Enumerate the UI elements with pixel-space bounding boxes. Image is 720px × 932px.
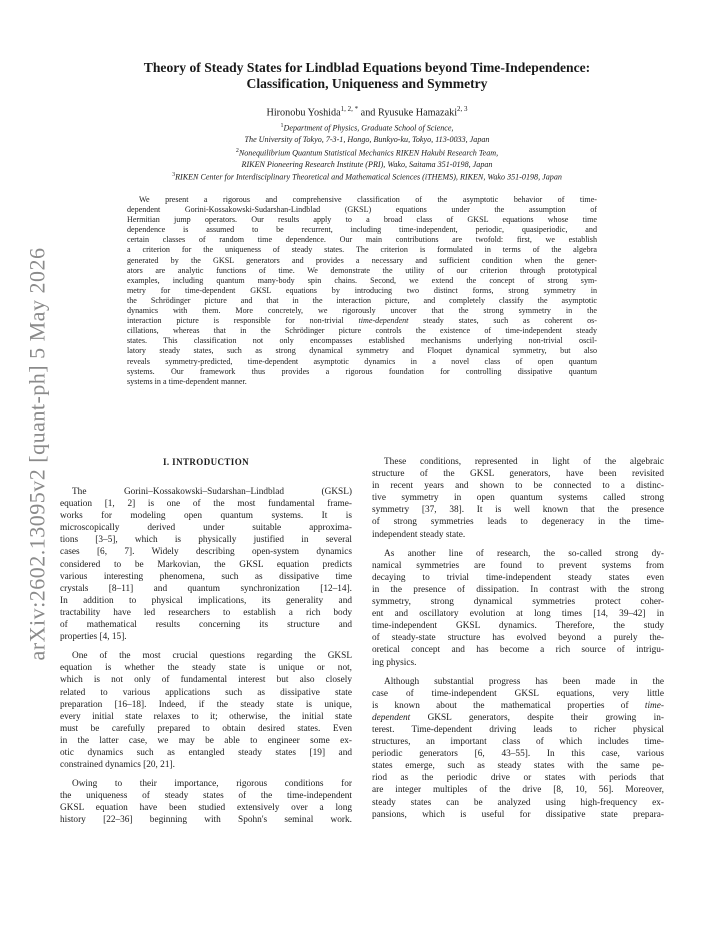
paragraph-gap: [60, 643, 352, 650]
body-text-line: As another line of research, the so-called strong dy-: [384, 548, 664, 559]
abstract-line: generated by the GKSL generators and provides a necessary and sufficient condition when the gener-: [127, 255, 597, 265]
abstract-line: dependent Gorini-Kossakowski-Sudarshan-Lindblad (GKSL) equations under the assumption of: [127, 205, 597, 215]
abstract-line: Hermitian jump operators. Our results apply to a broad class of GKSL equations whose time: [127, 215, 597, 225]
title-line-2: Classification, Uniqueness and Symmetry: [246, 76, 488, 91]
abstract-line: reveals symmetry-predicted, time-dependent asymptotic dynamics in a novel class of open quantum: [127, 356, 597, 366]
author-name: Ryusuke Hamazaki: [377, 107, 458, 119]
body-text-line: These conditions, represented in light of the algebraic: [384, 457, 664, 467]
body-text-line: are integer multiples of the drive [8, 10, 56]. Moreover,: [372, 785, 664, 796]
body-text-line: equation [1, 2] is one of the most fundamental frame-: [60, 499, 352, 510]
body-text-line: the uniqueness of steady states of the time-independent: [60, 791, 352, 802]
body-text-line: structures, an important class of which includes time-: [372, 737, 664, 748]
affiliation-line: [60, 170, 674, 183]
body-text-line: GKSL equation have been studied extensively over a long: [60, 803, 352, 814]
body-text-line: equation is whether the steady state is unique or not,: [60, 663, 352, 674]
author-affil-marker: 2, 3: [457, 105, 468, 113]
body-text-line: tractability have led researchers to establish a rich body: [60, 607, 352, 618]
body-text-line: namical symmetries are found to prevent systems from: [372, 560, 664, 571]
body-text-line: must be carefully prepared to obtain desired states. Even: [60, 723, 352, 734]
abstract-line: certain classes of random time dependence. Our main contributions are twofold: first, we establish: [127, 235, 597, 245]
body-text-line: decaying to trivial time-independent steady states even: [372, 572, 664, 583]
affiliation-line: [60, 134, 674, 145]
body-text-line: Although substantial progress has been made in the: [384, 676, 664, 687]
body-text-line: ing physics.: [372, 657, 417, 668]
abstract-line: dependence is assumed to be recurrent, including time-independent, periodic, quasiperiodic, and: [127, 225, 597, 235]
affiliation-line: [60, 121, 674, 134]
body-text-line: of strong symmetries leads to degeneracy in the time-: [372, 517, 664, 528]
section-heading: I. INTRODUCTION: [162, 457, 249, 467]
body-text-line: microscopically derived under suitable approxima-: [60, 523, 352, 534]
body-text-line: history [22–36] beginning with Spohn's seminal work.: [60, 815, 352, 826]
body-text-line: every initial state relaxes to it; otherwise, the initial state: [60, 711, 352, 722]
body-text-line: in the latter case, we may be able to engineer some ex-: [60, 735, 352, 746]
author-list: [80, 105, 654, 118]
affiliation-marker: 1: [280, 123, 284, 129]
body-text-line: preparation [16–18]. Indeed, if the steady state is unique,: [60, 699, 352, 710]
body-text-line: states emerge, such as steady states with the same pe-: [372, 761, 664, 772]
affiliation-text: RIKEN Center for Interdisciplinary Theoretical and Mathematical Sciences (iTHEMS), RIKEN, Wako 351-0198, Japan: [175, 172, 562, 182]
abstract-line: systems in a time-dependent manner.: [127, 376, 247, 386]
abstract-line: metry for time-dependent GKSL equations by introducing two distinct forms, strong symmetry in: [127, 285, 597, 295]
abstract-line: dynamics with them. More concretely, we rigorously uncover that the strong symmetry in the: [127, 306, 597, 316]
body-text-line: independent steady state.: [372, 529, 466, 540]
body-text-line: structure of the GKSL generators, have been revisited: [372, 469, 664, 480]
body-text-line: properties [4, 15].: [60, 632, 127, 643]
body-text-line: periodic generators [6, 43–55]. In this case, various: [372, 749, 664, 760]
paragraph-gap: [372, 541, 664, 548]
author-conjunction: and: [358, 107, 378, 119]
affiliation-text: Nonequilibrium Quantum Statistical Mechanics RIKEN Hakubi Research Team,: [238, 148, 499, 158]
abstract-line: We present a rigorous and comprehensive classification of the asymptotic behavior of time-: [139, 195, 597, 204]
body-text-line: riod as the periodic drive or states with periods that: [372, 773, 664, 784]
paragraph-gap: [372, 669, 664, 676]
body-text-line: otic dynamics such as entangled steady states [19] and: [60, 747, 352, 758]
body-text-line: in recent years and shown to be connected to a distinc-: [372, 481, 664, 492]
body-text-line: works for modeling open quantum systems. It is: [60, 511, 352, 522]
body-text-line: terest. Time-dependent driving leads to richer physical: [372, 724, 664, 735]
affiliation-marker: 2: [235, 147, 239, 154]
body-text-line: in the presence of dissipation. In contrast with the strong: [372, 584, 664, 595]
paragraph-gap: [60, 771, 352, 778]
body-text-line: In addition to physical implications, its generality and: [60, 595, 352, 606]
body-text-line: ent and oscillatory evolution at long times [14, 39–42] in: [372, 609, 664, 620]
body-text-line: case of time-independent GKSL equations, very little: [372, 688, 664, 699]
abstract-line: a criterion for the uniqueness of steady states. The criterion is formulated in terms of the algebra: [127, 245, 597, 255]
body-text-line: dependent GKSL generators, despite their growing in-: [372, 712, 664, 723]
affiliation-line: [60, 146, 674, 159]
right-column: [372, 456, 664, 821]
body-text-line: One of the most crucial questions regarding the GKSL: [72, 651, 352, 662]
abstract-line: states. This classification not only encompasses established mechanisms underlying non-trivial oscil-: [127, 336, 597, 346]
body-text-line: symmetry, strong dynamical symmetries protect coher-: [372, 597, 664, 608]
affiliation-line: [60, 159, 674, 170]
body-text-line: which is not only of fundamental interest but also closely: [60, 675, 352, 686]
body-text-line: cases [6, 7]. Widely describing open-system dynamics: [60, 547, 352, 558]
body-text-line: Owing to their importance, rigorous conditions for: [72, 779, 352, 790]
author-name: Hironobu Yoshida: [266, 107, 341, 119]
body-text-line: time-independent GKSL dynamics. Therefore, the study: [372, 621, 664, 632]
body-text-line: is known about the mathematical properties of time-: [372, 700, 664, 711]
author-affil-marker: 1, 2, *: [340, 105, 359, 113]
body-text-line: related to various applications such as dissipative state: [60, 687, 352, 698]
body-text-line: crystals [8–11] and quantum synchronization [12–14].: [60, 583, 352, 594]
body-text-line: pansions, which is useful for dissipative state prepara-: [372, 809, 664, 820]
body-text-line: various interesting phenomena, such as dissipative time: [60, 571, 352, 582]
body-text-line: The Gorini–Kossakowski–Sudarshan–Lindblad (GKSL): [72, 487, 352, 497]
arxiv-sidebar-stamp: [22, 247, 52, 661]
abstract-line: interaction picture is responsible for non-trivial time-dependent steady states, such as coherent os-: [127, 316, 597, 326]
abstract: [127, 195, 597, 387]
body-text-line: considered to be Markovian, the GKSL equation predicts: [60, 559, 352, 570]
affiliations: [60, 121, 674, 183]
abstract-line: examples, including quantum many-body spin chains. Second, we extend the concept of strong sym-: [127, 275, 597, 285]
title-line-1: Theory of Steady States for Lindblad Equations beyond Time-Independence:: [143, 60, 591, 75]
body-text-line: tive symmetry in open quantum systems called strong: [372, 493, 664, 504]
affiliation-text: Department of Physics, Graduate School of Science,: [283, 123, 454, 133]
left-column: [60, 456, 352, 827]
arxiv-identifier: arXiv:2602.13095v2 [quant-ph] 5 May 2026: [24, 247, 50, 661]
affiliation-marker: 3: [172, 172, 176, 178]
abstract-line: systems. Our framework thus provides a rigorous foundation for controlling dissipative quantum: [127, 366, 597, 376]
body-text-line: constrained dynamics [20, 21].: [60, 760, 175, 771]
abstract-line: cillations, whereas that in the Schrödinger picture controls the existence of time-independent steady: [127, 326, 597, 336]
body-text-line: steady states can be analyzed using high-frequency ex-: [372, 797, 664, 808]
body-text-line: of mathematical results concerning its structure and: [60, 620, 352, 631]
paper-title: [80, 60, 654, 92]
abstract-line: the Schrödinger picture and that in the interaction picture, and completely classify the asymptotic: [127, 295, 597, 305]
affiliation-text: RIKEN Pioneering Research Institute (PRI), Wako, Saitama 351-0198, Japan: [241, 159, 493, 169]
body-text-line: of steady-state structure has evolved beyond a purely the-: [372, 633, 664, 644]
abstract-line: ators are analytic functions of time. We demonstrate the utility of our criterion through prototypical: [127, 265, 597, 275]
body-text-line: symmetry [37, 38]. It is well known that the presence: [372, 505, 664, 516]
body-text-line: tions [3–5], which is physically justified in several: [60, 535, 352, 546]
abstract-line: latory steady states, such as strong dynamical symmetry and Floquet dynamical symmetry, but also: [127, 346, 597, 356]
body-text-line: oretical concept and has become a rich source of intrigu-: [372, 645, 664, 656]
affiliation-text: The University of Tokyo, 7-3-1, Hongo, Bunkyo-ku, Tokyo, 113-0033, Japan: [244, 135, 490, 145]
